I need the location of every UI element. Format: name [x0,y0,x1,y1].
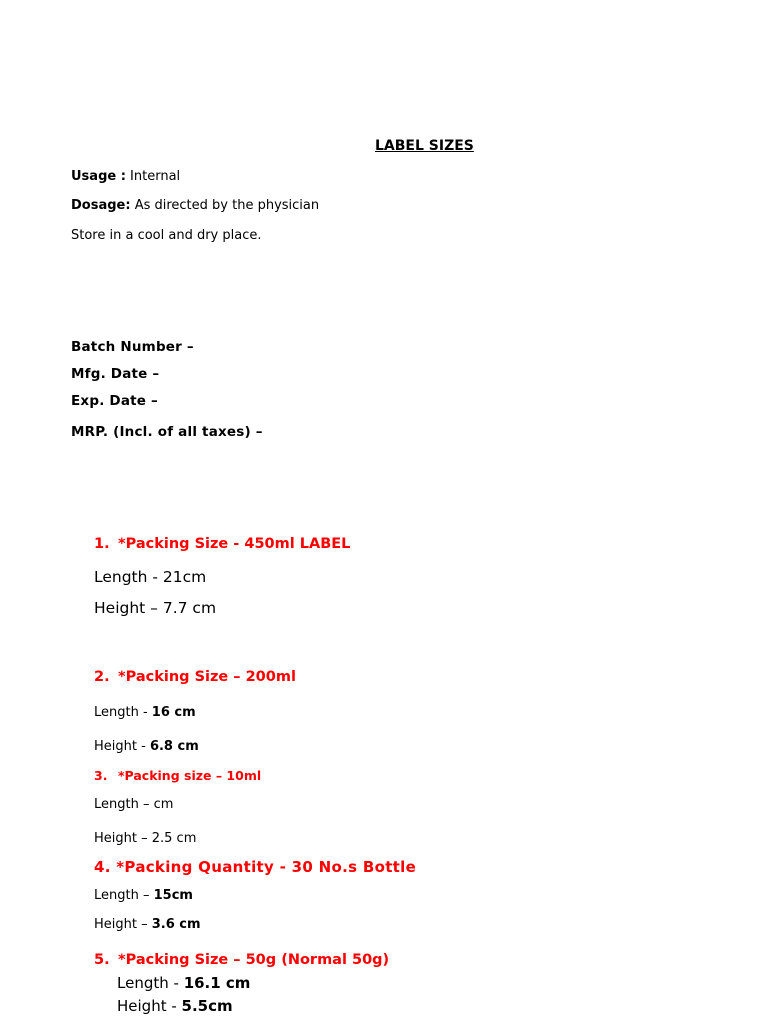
item-4-heading [94,858,416,876]
item-5-heading [94,952,389,968]
mfg-date-label: Mfg. Date – [71,366,160,382]
item-2-height-value: 6.8 cm [149,739,199,754]
item-2-height-label: Height - [94,739,150,754]
item-4-length-value: 15cm [153,888,193,903]
item-1-heading-text: *Packing Size - 450ml LABEL [118,536,351,552]
page-title: LABEL SIZES [375,138,474,154]
item-2-length [94,705,196,720]
dosage-line [71,198,319,213]
item-4-height-label: Height – [94,917,152,932]
exp-date-label: Exp. Date – [71,393,158,409]
item-4-length-label: Length – [94,888,154,903]
item-1-number: 1. [94,536,110,552]
storage-line: Store in a cool and dry place. [71,228,262,243]
item-4-number: 4. [94,858,111,876]
mrp-label: MRP. (Incl. of all taxes) – [71,424,263,440]
item-1-length: Length - 21cm [94,568,207,586]
item-3-length: Length – cm [94,797,174,812]
item-5-height-value: 5.5cm [181,997,233,1015]
item-2-number: 2. [94,669,110,685]
dosage-label: Dosage: [71,198,131,213]
item-1-heading [94,536,350,552]
usage-label: Usage : [71,169,126,184]
item-1-height: Height – 7.7 cm [94,599,217,617]
item-5-length [117,974,250,992]
item-2-heading [94,669,296,685]
item-2-length-value: 16 cm [151,705,196,720]
usage-line [71,169,180,184]
dosage-value: As directed by the physician [130,198,320,213]
item-3-height: Height – 2.5 cm [94,831,197,846]
item-5-heading-text: *Packing Size – 50g (Normal 50g) [118,952,390,968]
item-2-length-label: Length - [94,705,152,720]
usage-value: Internal [125,169,181,184]
item-3-number: 3. [94,768,108,783]
item-3-heading-text: *Packing size – 10ml [118,768,262,783]
item-2-height [94,739,199,754]
item-4-heading-text: *Packing Quantity - 30 No.s Bottle [116,858,417,876]
item-5-height [117,997,233,1015]
item-5-height-label: Height - [117,997,182,1015]
batch-number-label: Batch Number – [71,339,194,355]
item-4-height-value: 3.6 cm [151,917,201,932]
item-5-length-label: Length - [117,974,184,992]
item-4-height [94,917,201,932]
item-5-number: 5. [94,952,110,968]
item-2-heading-text: *Packing Size – 200ml [118,669,296,685]
item-5-length-value: 16.1 cm [183,974,251,992]
item-4-length [94,888,193,903]
item-3-heading [94,768,261,783]
